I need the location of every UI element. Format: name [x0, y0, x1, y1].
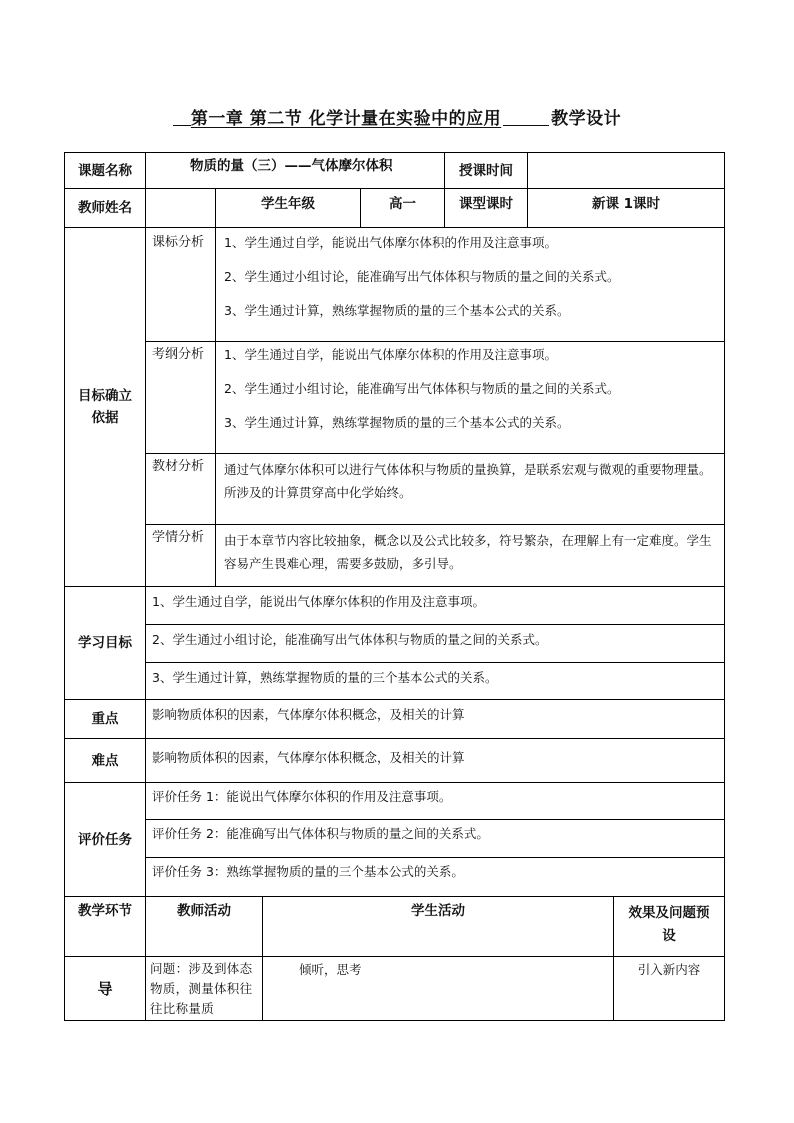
title-suffix: 教学设计 [551, 109, 622, 129]
evaluation-item: 评价任务 3：熟练掌握物质的量的三个基本公式的关系。 [145, 857, 725, 897]
textbook-analysis-text: 通过气体摩尔体积可以进行气体体积与物质的量换算，是联系宏观与微观的重要物理量。所涉及的计算贯穿高中化学始终。 [215, 453, 725, 525]
process-header-stage: 教学环节 [64, 896, 146, 957]
topic-label: 课题名称 [64, 152, 146, 189]
process-header-student: 学生活动 [262, 896, 614, 957]
process-row-effect: 引入新内容 [613, 956, 725, 1021]
process-row-student: 倾听，思考 [262, 956, 614, 1021]
objectives-label: 学习目标 [64, 586, 146, 700]
teacher-value [145, 188, 216, 228]
curriculum-line-1: 1、学生通过自学，能说出气体摩尔体积的作用及注意事项。 [224, 235, 557, 250]
type-value: 新课 1课时 [527, 188, 725, 228]
exam-line-1: 1、学生通过自学，能说出气体摩尔体积的作用及注意事项。 [224, 347, 557, 362]
textbook-analysis-label: 教材分析 [145, 453, 216, 525]
basis-label: 目标确立依据 [64, 227, 146, 587]
curriculum-line-2: 2、学生通过小组讨论，能准确写出气体体积与物质的量之间的关系式。 [224, 269, 620, 284]
time-label: 授课时间 [444, 152, 528, 189]
grade-label: 学生年级 [215, 188, 361, 228]
title-chapter: 第一章 第二节 化学计量在实验中的应用 [190, 109, 502, 129]
process-header-teacher: 教师活动 [145, 896, 263, 957]
difficulty-text: 影响物质体积的因素，气体摩尔体积概念，及相关的计算 [145, 738, 725, 783]
topic-value: 物质的量（三）——气体摩尔体积 [145, 152, 445, 189]
type-label: 课型课时 [444, 188, 528, 228]
process-row-stage: 导 [64, 956, 146, 1021]
evaluation-label: 评价任务 [64, 782, 146, 897]
teacher-label: 教师姓名 [64, 188, 146, 228]
curriculum-analysis-content [215, 227, 725, 342]
exam-analysis-label: 考纲分析 [145, 341, 216, 454]
time-value [527, 152, 725, 189]
key-point-label: 重点 [64, 699, 146, 739]
exam-analysis-content [215, 341, 725, 454]
evaluation-item: 评价任务 1：能说出气体摩尔体积的作用及注意事项。 [145, 782, 725, 820]
objective-item: 3、学生通过计算，熟练掌握物质的量的三个基本公式的关系。 [145, 662, 725, 700]
process-row-teacher: 问题：涉及到体态物质，测量体积往往比称量质 [145, 956, 263, 1021]
grade-value: 高一 [360, 188, 445, 228]
key-point-text: 影响物质体积的因素，气体摩尔体积概念，及相关的计算 [145, 699, 725, 739]
difficulty-label: 难点 [64, 738, 146, 783]
objective-item: 2、学生通过小组讨论，能准确写出气体体积与物质的量之间的关系式。 [145, 624, 725, 663]
evaluation-item: 评价任务 2：能准确写出气体体积与物质的量之间的关系式。 [145, 819, 725, 858]
process-header-effect: 效果及问题预设 [613, 896, 725, 957]
curriculum-analysis-label: 课标分析 [145, 227, 216, 342]
exam-line-3: 3、学生通过计算，熟练掌握物质的量的三个基本公式的关系。 [224, 415, 570, 430]
student-analysis-text: 由于本章节内容比较抽象，概念以及公式比较多，符号繁杂，在理解上有一定难度。学生容易产生畏难心理，需要多鼓励，多引导。 [215, 524, 725, 587]
exam-line-2: 2、学生通过小组讨论，能准确写出气体体积与物质的量之间的关系式。 [224, 381, 620, 396]
student-analysis-label: 学情分析 [145, 524, 216, 587]
objective-item: 1、学生通过自学，能说出气体摩尔体积的作用及注意事项。 [145, 586, 725, 625]
document-title [0, 104, 794, 129]
title-leading-underline [173, 109, 191, 126]
title-blank-underline [503, 109, 549, 126]
curriculum-line-3: 3、学生通过计算，熟练掌握物质的量的三个基本公式的关系。 [224, 303, 570, 318]
